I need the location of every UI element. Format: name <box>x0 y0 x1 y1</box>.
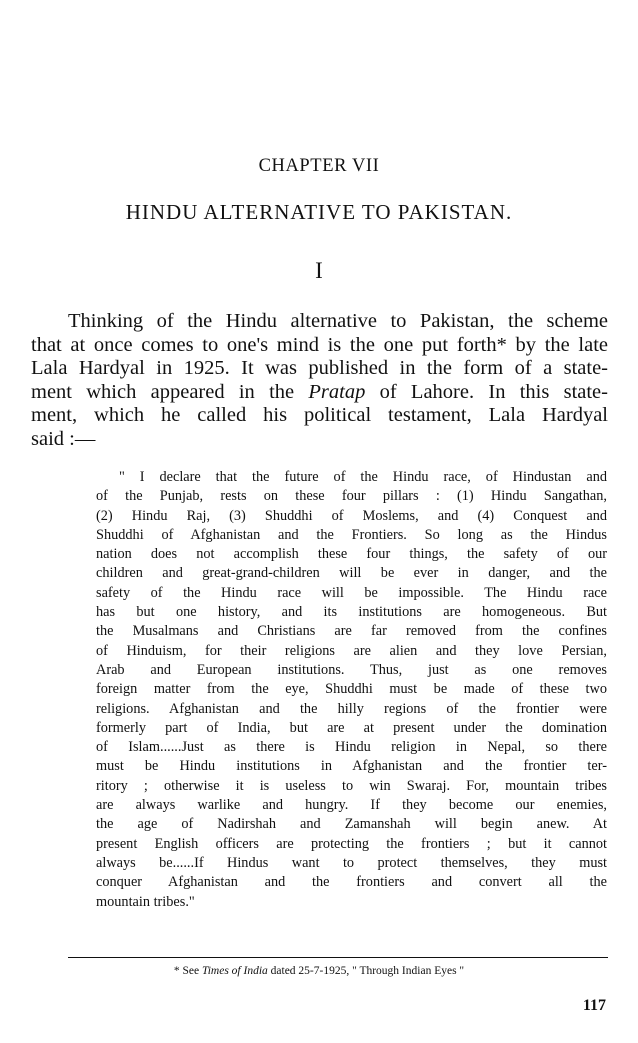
quote-line: of the Punjab, rests on these four pillars : (1) Hindu Sangathan, <box>96 488 607 505</box>
body-paragraph <box>31 310 608 451</box>
paragraph-line-start: ment which appeared in the <box>31 380 309 403</box>
quote-line: the age of Nadirshah and Zamanshah will begin anew. At <box>96 816 607 833</box>
paragraph-line <box>31 381 608 405</box>
quote-line: nation does not accomplish these four things, the safety of our <box>96 546 607 563</box>
section-number: I <box>315 258 323 283</box>
quote-line: conquer Afghanistan and the frontiers and convert all the <box>96 874 607 891</box>
quote-line: of Hinduism, for their religions are alien and they love Persian, <box>96 642 607 659</box>
quote-line: are always warlike and hungry. If they become our enemies, <box>96 797 607 814</box>
chapter-title: HINDU ALTERNATIVE TO PAKISTAN. <box>125 200 513 224</box>
quote-line: children and great-grand-children will be ever in danger, and the <box>96 565 607 582</box>
paragraph-line: Lala Hardyal in 1925. It was published in the form of a state- <box>31 357 608 379</box>
quote-line: present English officers are protecting the frontiers ; but it cannot <box>96 835 607 852</box>
quote-line: has but one history, and its institutions are homogeneous. But <box>96 604 607 621</box>
quote-line: the Musalmans and Christians are far removed from the confines <box>96 623 607 640</box>
pratap-title: Pratap <box>308 380 366 403</box>
quote-line: safety of the Hindu race will be impossible. The Hindu race <box>96 584 607 601</box>
quote-line: of Islam......Just as there is Hindu religion in Nepal, so there <box>96 739 607 756</box>
paragraph-line: ment, which he called his political testament, Lala Hardyal <box>31 404 608 426</box>
quote-line: mountain tribes." <box>96 893 195 910</box>
footnote-prefix: * See <box>173 965 202 977</box>
quote-line: Shuddhi of Afghanistan and the Frontiers. So long as the Hindus <box>96 526 607 543</box>
footnote <box>0 965 638 977</box>
quote-line: " I declare that the future of the Hindu race, of Hindustan and <box>119 469 607 485</box>
footnote-divider <box>68 957 608 958</box>
quote-line: must be Hindu institutions in Afghanistan and the frontier ter- <box>96 758 607 775</box>
quote-line: (2) Hindu Raj, (3) Shuddhi of Moslems, and (4) Conquest and <box>96 507 607 524</box>
footnote-suffix: dated 25-7-1925, " Through Indian Eyes " <box>267 965 465 977</box>
paragraph-line: that at once comes to one's mind is the one put forth* by the late <box>31 333 608 356</box>
quote-line: ritory ; otherwise it is useless to win Swaraj. For, mountain tribes <box>96 777 607 794</box>
paragraph-line-end: of Lahore. In this state- <box>365 380 608 403</box>
quote-line: religions. Afghanistan and the hilly regions of the frontier were <box>96 700 607 717</box>
quote-line: Arab and European institutions. Thus, just as one removes <box>96 661 607 678</box>
quote-line: always be......If Hindus want to protect themselves, they must <box>96 854 607 871</box>
page-number: 117 <box>582 997 606 1014</box>
quote-line: formerly part of India, but are at present under the domination <box>96 719 607 736</box>
hardyal-quote <box>96 468 607 912</box>
paragraph-line: said :— <box>31 427 96 450</box>
footnote-publication: Times of India <box>201 965 268 977</box>
chapter-label: CHAPTER VII <box>258 156 380 176</box>
paragraph-line: Thinking of the Hindu alternative to Pakistan, the scheme <box>68 310 608 332</box>
quote-line: foreign matter from the eye, Shuddhi must be made of these two <box>96 681 607 698</box>
